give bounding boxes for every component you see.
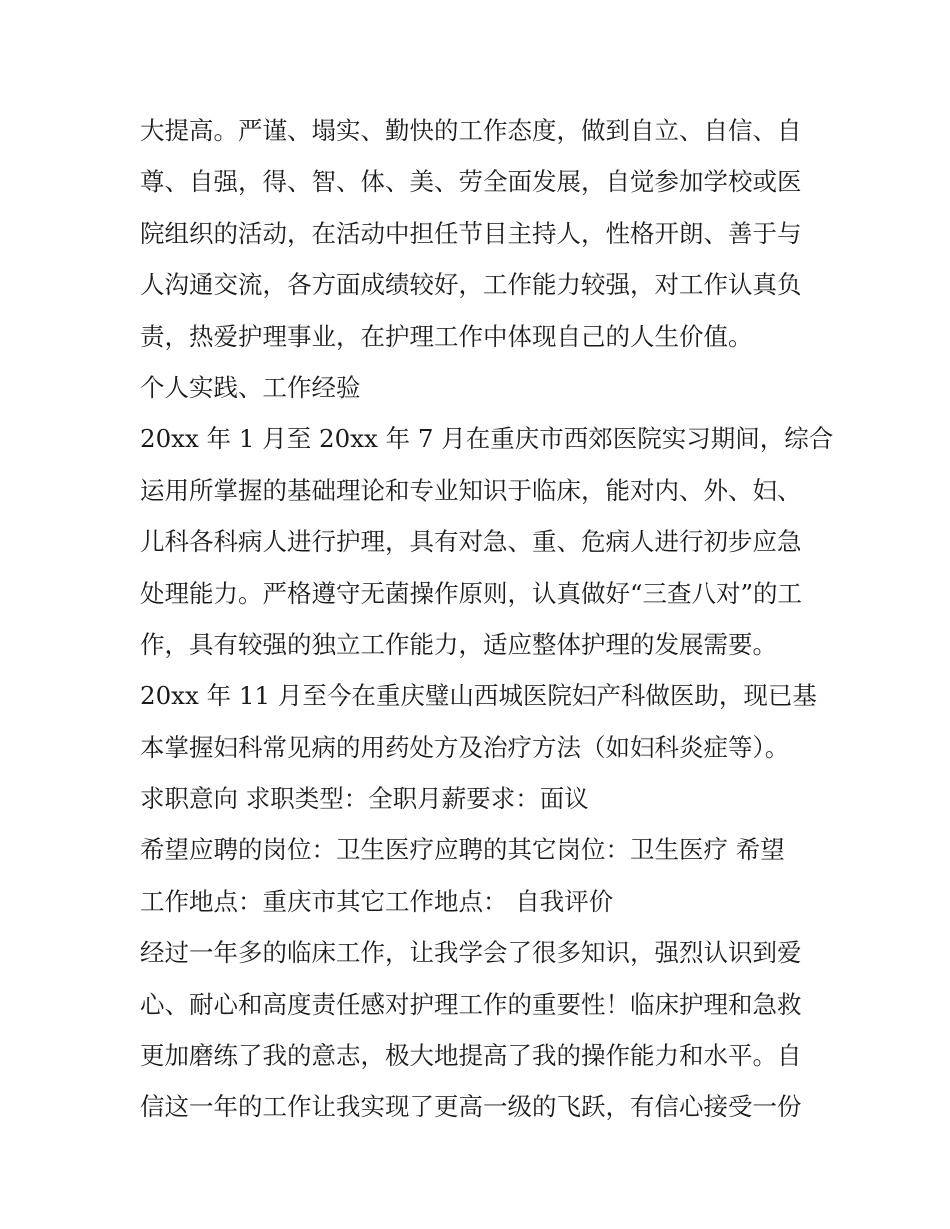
text-line: 大提高。严谨、塌实、勤快的工作态度，做到自立、自信、自 [140,116,802,145]
text-line: 20xx 年 11 月至今在重庆璧山西城医院妇产科做医助，现已基 [140,681,817,711]
text-line: 20xx 年 1 月至 20xx 年 7 月在重庆市西郊医院实习期间，综合 [140,424,834,454]
text-line: 工作地点：重庆市其它工作地点： 自我评价 [140,886,614,916]
text-line: 希望应聘的岗位：卫生医疗应聘的其它岗位：卫生医疗 希望 [140,835,785,865]
body-text [140,105,834,1133]
text-line: 院组织的活动，在活动中担任节目主持人，性格开朗、善于与 [140,218,802,248]
section-heading: 个人实践、工作经验 [140,372,361,402]
text-line: 尊、自强，得、智、体、美、劳全面发展，自觉参加学校或医 [140,167,802,197]
text-line: 本掌握妇科常见病的用药处方及治疗方法（如妇科炎症等）。 [140,732,790,762]
text-line: 心、耐心和高度责任感对护理工作的重要性！临床护理和急救 [140,989,802,1019]
text-line: 儿科各科病人进行护理，具有对急、重、危病人进行初步应急 [140,527,802,557]
text-line: 责，热爱护理事业，在护理工作中体现自己的人生价值。 [140,321,753,351]
text-line: 人沟通交流，各方面成绩较好，工作能力较强，对工作认真负 [140,270,802,300]
text-line: 作，具有较强的独立工作能力，适应整体护理的发展需要。 [140,629,777,659]
text-line: 运用所掌握的基础理论和专业知识于临床，能对内、外、妇、 [140,475,802,505]
text-line: 更加磨练了我的意志，极大地提高了我的操作能力和水平。自 [140,1041,802,1071]
text-line: 处理能力。严格遵守无菌操作原则，认真做好“三查八对”的工 [140,578,803,608]
text-line: 经过一年多的临床工作，让我学会了很多知识，强烈认识到爱 [140,938,802,968]
text-line: 信这一年的工作让我实现了更高一级的飞跃，有信心接受一份 [140,1092,802,1122]
text-line: 求职意向 求职类型：全职月薪要求：面议 [140,784,589,814]
